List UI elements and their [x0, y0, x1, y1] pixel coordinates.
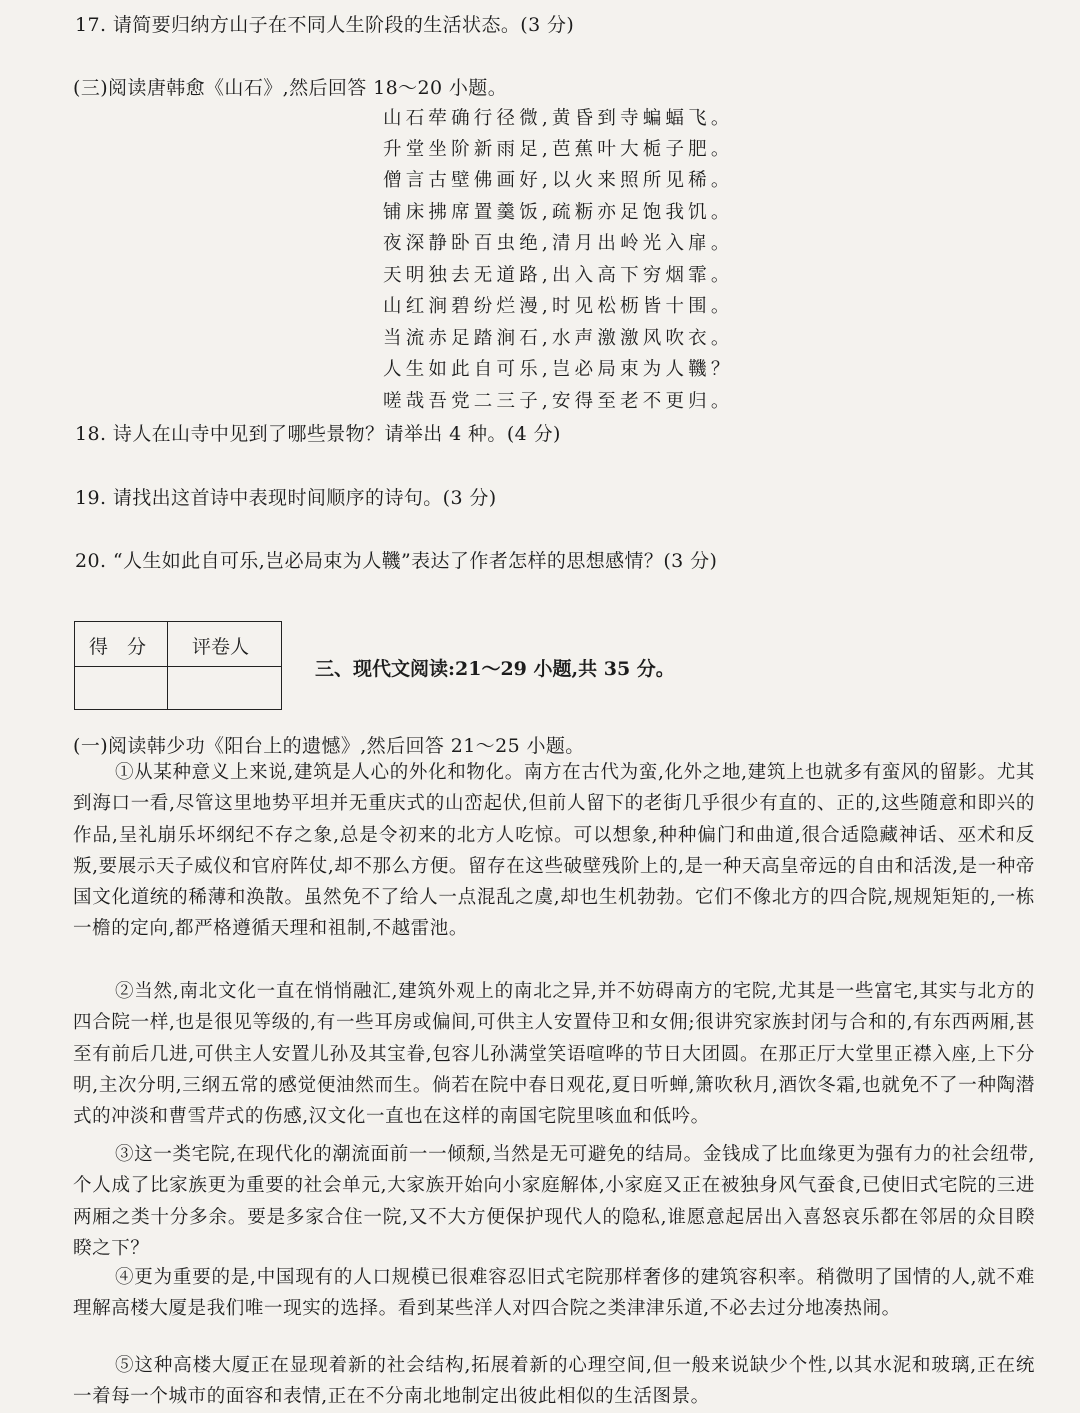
- poem-line: 天明独去无道路,出入高下穷烟霏。: [383, 265, 734, 286]
- section-3-intro: (三)阅读唐韩愈《山石》,然后回答 18～20 小题。: [73, 77, 508, 99]
- passage-paragraph-1: ①从某种意义上来说,建筑是人心的外化和物化。南方在古代为蛮,化外之地,建筑上也就多有蛮风的留影。尤其到海口一看,尽管这里地势平坦并无重庆式的山峦起伏,但前人留下的老街几乎很少有直的、正的,这些随意和即兴的作品,呈礼崩乐坏纲纪不存之象,总是令初来的北方人吃惊。可以想象,种种偏门和曲道,很合适隐藏神话、巫术和反叛,要展示天子威仪和官府阵仗,却不那么方便。留存在这些破壁残阶上的,是一种天高皇帝远的自由和活泼,是一种帝国文化道统的稀薄和涣散。虽然免不了给人一点混乱之虞,却也生机勃勃。它们不像北方的四合院,规规矩矩的,一栋一檐的定向,都严格遵循天理和祖制,不越雷池。: [73, 762, 1035, 940]
- grader-input-cell[interactable]: [169, 667, 281, 709]
- section-title: 三、现代文阅读:21～29 小题,共 35 分。: [315, 658, 675, 680]
- question-20: 20. “人生如此自可乐,岂必局束为人鞿”表达了作者怎样的思想感情？(3 分): [75, 550, 718, 572]
- question-19: 19. 请找出这首诗中表现时间顺序的诗句。(3 分): [75, 487, 497, 509]
- passage-paragraph-5: ⑤这种高楼大厦正在显现着新的社会结构,拓展着新的心理空间,但一般来说缺少个性,以其水泥和玻璃,正在统一着每一个城市的面容和表情,正在不分南北地制定出彼此相似的生活图景。: [73, 1355, 1035, 1408]
- poem-line: 山红涧碧纷烂漫,时见松枥皆十围。: [383, 296, 734, 317]
- score-label: 得 分: [89, 636, 147, 658]
- passage-paragraph-4: ④更为重要的是,中国现有的人口规模已很难容忍旧式宅院那样奢侈的建筑容积率。稍微明了国情的人,就不难理解高楼大厦是我们唯一现实的选择。看到某些洋人对四合院之类津津乐道,不必去过分地凑热闹。: [73, 1267, 1035, 1320]
- grader-label: 评卷人: [192, 636, 250, 658]
- poem-line: 升堂坐阶新雨足,芭蕉叶大栀子肥。: [383, 139, 734, 160]
- question-18: 18. 诗人在山寺中见到了哪些景物？请举出 4 种。(4 分): [75, 423, 561, 445]
- score-input-cell[interactable]: [75, 667, 167, 709]
- poem-line: 山石荦确行径微,黄昏到寺蝙蝠飞。: [383, 108, 734, 129]
- poem-line: 当流赤足踏涧石,水声激激风吹衣。: [383, 328, 734, 349]
- poem-line: 铺床拂席置羹饭,疏粝亦足饱我饥。: [383, 202, 734, 223]
- passage-intro: (一)阅读韩少功《阳台上的遗憾》,然后回答 21～25 小题。: [73, 735, 585, 757]
- poem-line: 僧言古壁佛画好,以火来照所见稀。: [383, 170, 734, 191]
- poem-line: 人生如此自可乐,岂必局束为人鞿？: [383, 359, 734, 380]
- passage-paragraph-3: ③这一类宅院,在现代化的潮流面前一一倾颓,当然是无可避免的结局。金钱成了比血缘更为强有力的社会纽带,个人成了比家族更为重要的社会单元,大家族开始向小家庭解体,小家庭又正在被独身风气蚕食,已使旧式宅院的三进两厢之类十分多余。要是多家合住一院,又不大方便保护现代人的隐私,谁愿意起居出入喜怒哀乐都在邻居的众目睽睽之下？: [73, 1144, 1035, 1259]
- poem-line: 嗟哉吾党二三子,安得至老不更归。: [383, 391, 734, 412]
- question-17: 17. 请简要归纳方山子在不同人生阶段的生活状态。(3 分): [75, 14, 575, 36]
- poem-line: 夜深静卧百虫绝,清月出岭光入扉。: [383, 233, 734, 254]
- score-table: [74, 621, 282, 710]
- passage-paragraph-2: ②当然,南北文化一直在悄悄融汇,建筑外观上的南北之异,并不妨碍南方的宅院,尤其是一些富宅,其实与北方的四合院一样,也是很见等级的,有一些耳房或偏间,可供主人安置侍卫和女佣;很讲究家族封闭与合和的,有东西两厢,甚至有前后几进,可供主人安置儿孙及其宝眷,包容儿孙满堂笑语喧哗的节日大团圆。在那正厅大堂里正襟入座,上下分明,主次分明,三纲五常的感觉便油然而生。倘若在院中春日观花,夏日听蝉,箫吹秋月,酒饮冬霜,也就免不了一种陶潜式的冲淡和曹雪芹式的伤感,汉文化一直也在这样的南国宅院里咳血和低吟。: [73, 981, 1035, 1128]
